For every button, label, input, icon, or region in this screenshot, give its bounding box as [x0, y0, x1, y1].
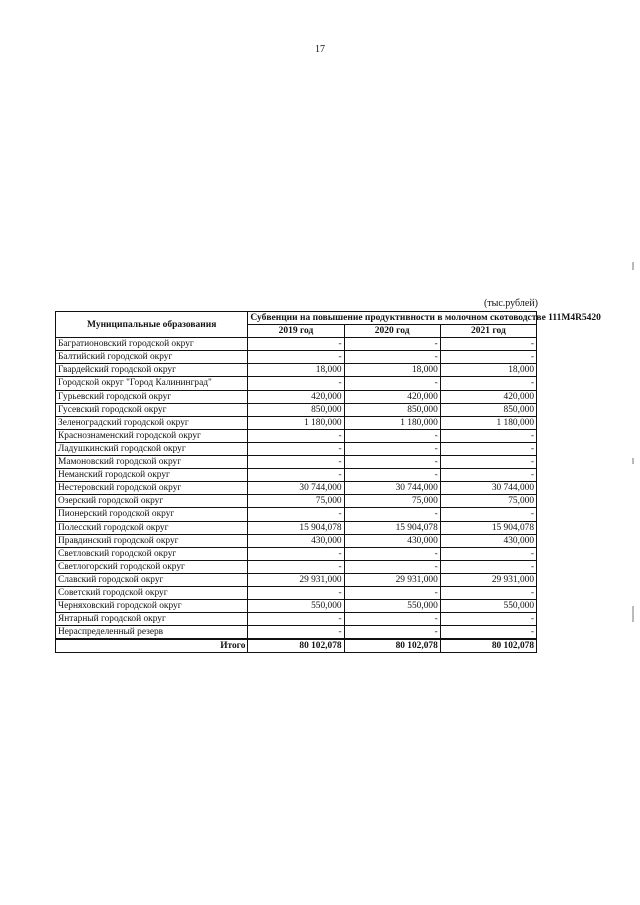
value-2020: -	[344, 442, 440, 455]
header-subvention: Субвенции на повышение продуктивности в молочном скотоводстве 111M4R5420	[248, 312, 537, 325]
municipality-name: Краснознаменский городской округ	[56, 429, 248, 442]
municipality-name: Неманский городской округ	[56, 469, 248, 482]
value-2020: -	[344, 508, 440, 521]
header-year-2020: 2020 год	[344, 325, 440, 338]
table-row	[56, 351, 537, 364]
value-2019: -	[248, 377, 344, 390]
value-2021: 420,000	[440, 390, 536, 403]
value-2019: -	[248, 547, 344, 560]
value-2020: -	[344, 469, 440, 482]
table-row	[56, 600, 537, 613]
table-row	[56, 560, 537, 573]
table-row	[56, 547, 537, 560]
municipality-name: Светлогорский городской округ	[56, 560, 248, 573]
value-2020: -	[344, 456, 440, 469]
table-row	[56, 456, 537, 469]
value-2021: 75,000	[440, 495, 536, 508]
municipality-name: Зеленоградский городской округ	[56, 416, 248, 429]
value-2021: -	[440, 442, 536, 455]
municipality-name: Светловский городской округ	[56, 547, 248, 560]
value-2019: -	[248, 560, 344, 573]
value-2021: -	[440, 456, 536, 469]
value-2019: 850,000	[248, 403, 344, 416]
value-2019: 29 931,000	[248, 573, 344, 586]
municipality-name: Гвардейский городской округ	[56, 364, 248, 377]
value-2021: 18,000	[440, 364, 536, 377]
table-row	[56, 403, 537, 416]
value-2020: -	[344, 377, 440, 390]
total-row	[56, 639, 537, 653]
value-2021: -	[440, 547, 536, 560]
municipality-name: Нераспределенный резерв	[56, 626, 248, 640]
scan-edge-mark	[632, 606, 634, 622]
value-2019: -	[248, 626, 344, 640]
value-2020: -	[344, 351, 440, 364]
value-2021: -	[440, 626, 536, 640]
table-row	[56, 586, 537, 599]
table-row	[56, 508, 537, 521]
value-2020: 30 744,000	[344, 482, 440, 495]
value-2021: 1 180,000	[440, 416, 536, 429]
value-2020: 850,000	[344, 403, 440, 416]
table-row	[56, 626, 537, 640]
value-2019: -	[248, 442, 344, 455]
table-row	[56, 482, 537, 495]
table-row	[56, 377, 537, 390]
value-2020: 29 931,000	[344, 573, 440, 586]
value-2020: 1 180,000	[344, 416, 440, 429]
value-2021: -	[440, 351, 536, 364]
value-2021: 430,000	[440, 534, 536, 547]
municipality-name: Гусевский городской округ	[56, 403, 248, 416]
value-2021: -	[440, 469, 536, 482]
value-2021: 850,000	[440, 403, 536, 416]
total-label: Итого	[56, 639, 248, 653]
units-label: (тыс.рублей)	[483, 298, 538, 309]
municipality-name: Янтарный городской округ	[56, 613, 248, 626]
value-2019: 550,000	[248, 600, 344, 613]
table-row	[56, 429, 537, 442]
value-2020: -	[344, 338, 440, 351]
value-2020: 430,000	[344, 534, 440, 547]
municipality-name: Славский городской округ	[56, 573, 248, 586]
value-2020: -	[344, 429, 440, 442]
table-row	[56, 573, 537, 586]
municipality-name: Черняховский городской округ	[56, 600, 248, 613]
value-2021: -	[440, 377, 536, 390]
table-row	[56, 613, 537, 626]
value-2020: 75,000	[344, 495, 440, 508]
value-2020: -	[344, 547, 440, 560]
value-2019: 75,000	[248, 495, 344, 508]
value-2019: -	[248, 613, 344, 626]
header-municipality: Муниципальные образования	[56, 312, 248, 338]
header-year-2019: 2019 год	[248, 325, 344, 338]
value-2021: 29 931,000	[440, 573, 536, 586]
value-2021: -	[440, 338, 536, 351]
municipality-name: Полесский городской округ	[56, 521, 248, 534]
value-2021: -	[440, 586, 536, 599]
value-2019: -	[248, 351, 344, 364]
value-2021: -	[440, 613, 536, 626]
table-row	[56, 521, 537, 534]
value-2020: -	[344, 560, 440, 573]
value-2019: 18,000	[248, 364, 344, 377]
value-2021: 15 904,078	[440, 521, 536, 534]
value-2020: 15 904,078	[344, 521, 440, 534]
value-2021: 30 744,000	[440, 482, 536, 495]
value-2021: -	[440, 429, 536, 442]
total-2021: 80 102,078	[440, 639, 536, 653]
table-row	[56, 338, 537, 351]
value-2019: -	[248, 338, 344, 351]
value-2020: 550,000	[344, 600, 440, 613]
table-row	[56, 390, 537, 403]
value-2020: -	[344, 586, 440, 599]
municipality-name: Мамоновский городской округ	[56, 456, 248, 469]
municipality-name: Гурьевский городской округ	[56, 390, 248, 403]
table-row	[56, 534, 537, 547]
municipality-name: Ладушкинский городской округ	[56, 442, 248, 455]
value-2020: -	[344, 626, 440, 640]
value-2019: -	[248, 429, 344, 442]
municipality-name: Городской округ "Город Калининград"	[56, 377, 248, 390]
value-2019: 30 744,000	[248, 482, 344, 495]
municipality-name: Пионерский городской округ	[56, 508, 248, 521]
value-2020: 420,000	[344, 390, 440, 403]
municipality-name: Правдинский городской округ	[56, 534, 248, 547]
value-2021: -	[440, 560, 536, 573]
header-year-2021: 2021 год	[440, 325, 536, 338]
table-row	[56, 495, 537, 508]
municipality-name: Советский городской округ	[56, 586, 248, 599]
table-row	[56, 469, 537, 482]
subvention-table	[55, 311, 601, 653]
scan-edge-mark	[632, 262, 634, 270]
municipality-name: Нестеровский городской округ	[56, 482, 248, 495]
table-row	[56, 364, 537, 377]
value-2019: -	[248, 456, 344, 469]
value-2019: -	[248, 586, 344, 599]
value-2019: 420,000	[248, 390, 344, 403]
value-2019: 1 180,000	[248, 416, 344, 429]
municipality-name: Балтийский городской округ	[56, 351, 248, 364]
value-2019: -	[248, 508, 344, 521]
value-2019: 15 904,078	[248, 521, 344, 534]
total-2019: 80 102,078	[248, 639, 344, 653]
value-2020: -	[344, 613, 440, 626]
municipality-name: Озерский городской округ	[56, 495, 248, 508]
value-2020: 18,000	[344, 364, 440, 377]
value-2019: 430,000	[248, 534, 344, 547]
value-2021: -	[440, 508, 536, 521]
total-2020: 80 102,078	[344, 639, 440, 653]
table-row	[56, 442, 537, 455]
scan-edge-mark	[632, 458, 634, 464]
municipality-name: Багратионовский городской округ	[56, 338, 248, 351]
page-number: 17	[315, 44, 325, 55]
value-2021: 550,000	[440, 600, 536, 613]
value-2019: -	[248, 469, 344, 482]
table-row	[56, 416, 537, 429]
